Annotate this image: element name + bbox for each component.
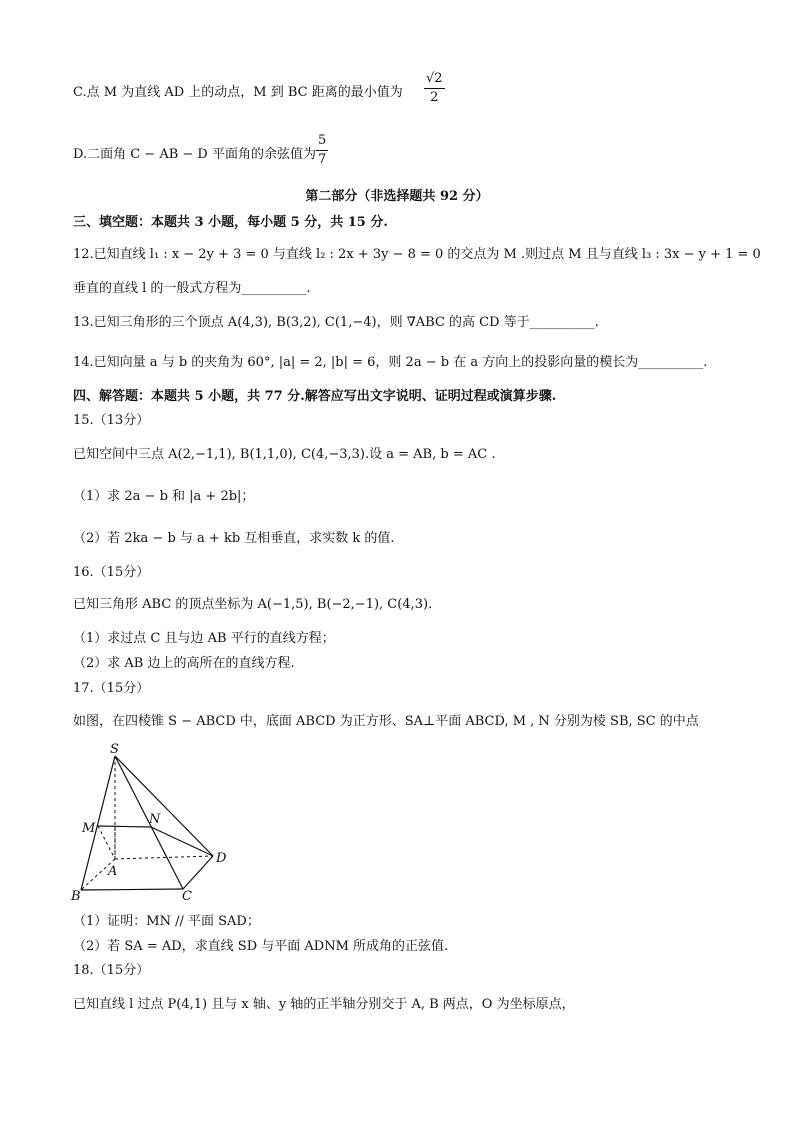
q16-header: 16.（15分） [73, 565, 150, 580]
option-c-frac-num: √2 [424, 70, 445, 89]
q15-part1: （1）求 2a − b 和 |a + 2b|； [73, 489, 255, 504]
q12-line1: 12.已知直线 l₁ : x − 2y + 3 = 0 与直线 l₂ : 2x + 3y − 8 = 0 的交点为 M .则过点 M 且与直线 l₃ : 3x − y + 1 = 0 [73, 247, 761, 262]
label-d: D [216, 851, 227, 866]
section3-title: 三、填空题：本题共 3 小题，每小题 5 分，共 15 分. [73, 215, 388, 230]
pyramid-figure [70, 742, 240, 902]
q14: 14.已知向量 a 与 b 的夹角为 60°, |a| = 2, |b| = 6，则 2a − b 在 a 方向上的投影向量的模长为__________. [73, 355, 708, 370]
option-c-fraction [424, 70, 445, 107]
edge-nd [151, 827, 213, 856]
option-c-frac-den: 2 [430, 90, 439, 105]
q16-part1: （1）求过点 C 且与边 AB 平行的直线方程； [73, 631, 335, 646]
q15-stem: 已知空间中三点 A(2,−1,1), B(1,1,0), C(4,−3,3).设 a = AB, b = AC . [73, 447, 496, 462]
q17-part1: （1）证明：MN // 平面 SAD； [73, 914, 260, 929]
q17-header: 17.（15分） [73, 681, 150, 696]
label-b: B [71, 889, 81, 902]
option-c-text: C.点 M 为直线 AD 上的动点，M 到 BC 距离的最小值为 [73, 85, 403, 100]
edge-sd [115, 756, 213, 856]
option-d-frac-den: 7 [318, 152, 327, 167]
option-d-frac-num: 5 [316, 132, 328, 151]
label-n: N [149, 812, 161, 827]
label-c: C [182, 889, 192, 902]
edge-bc [81, 889, 183, 890]
option-d-fraction [316, 132, 328, 169]
edge-ad [115, 856, 213, 859]
q16-part2: （2）求 AB 边上的高所在的直线方程. [73, 656, 295, 671]
q15-part2: （2）若 2ka − b 与 a + kb 互相垂直，求实数 k 的值. [73, 531, 395, 546]
q18-header: 18.（15分） [73, 963, 150, 978]
label-a: A [108, 864, 118, 879]
part2-title: 第二部分（非选择题共 92 分） [305, 189, 489, 204]
edge-mn [98, 826, 151, 827]
section4-title: 四、解答题：本题共 5 小题，共 77 分.解答应写出文字说明、证明过程或演算步骤. [73, 389, 557, 404]
q15-header: 15.（13分） [73, 413, 150, 428]
q13: 13.已知三角形的三个顶点 A(4,3), B(3,2), C(1,−4)，则 ∇ABC 的高 CD 等于__________. [73, 315, 599, 330]
q18-stem: 已知直线 l 过点 P(4,1) 且与 x 轴、y 轴的正半轴分别交于 A, B 两点，O 为坐标原点， [73, 997, 575, 1012]
edge-cd [183, 856, 213, 889]
label-m: M [82, 821, 96, 836]
q16-stem: 已知三角形 ABC 的顶点坐标为 A(−1,5), B(−2,−1), C(4,3). [73, 597, 433, 612]
q17-part2: （2）若 SA = AD，求直线 SD 与平面 ADNM 所成角的正弦值. [73, 939, 449, 954]
label-s: S [110, 742, 119, 757]
q17-stem: 如图，在四棱锥 S − ABCD 中，底面 ABCD 为正方形、SA⊥平面 ABCD, M , N 分别为棱 SB, SC 的中点 [73, 714, 699, 729]
edge-ma [98, 826, 115, 859]
option-d-text: D.二面角 C − AB − D 平面角的余弦值为 [73, 147, 316, 162]
q12-line2: 垂直的直线 l 的一般式方程为__________. [73, 281, 311, 296]
